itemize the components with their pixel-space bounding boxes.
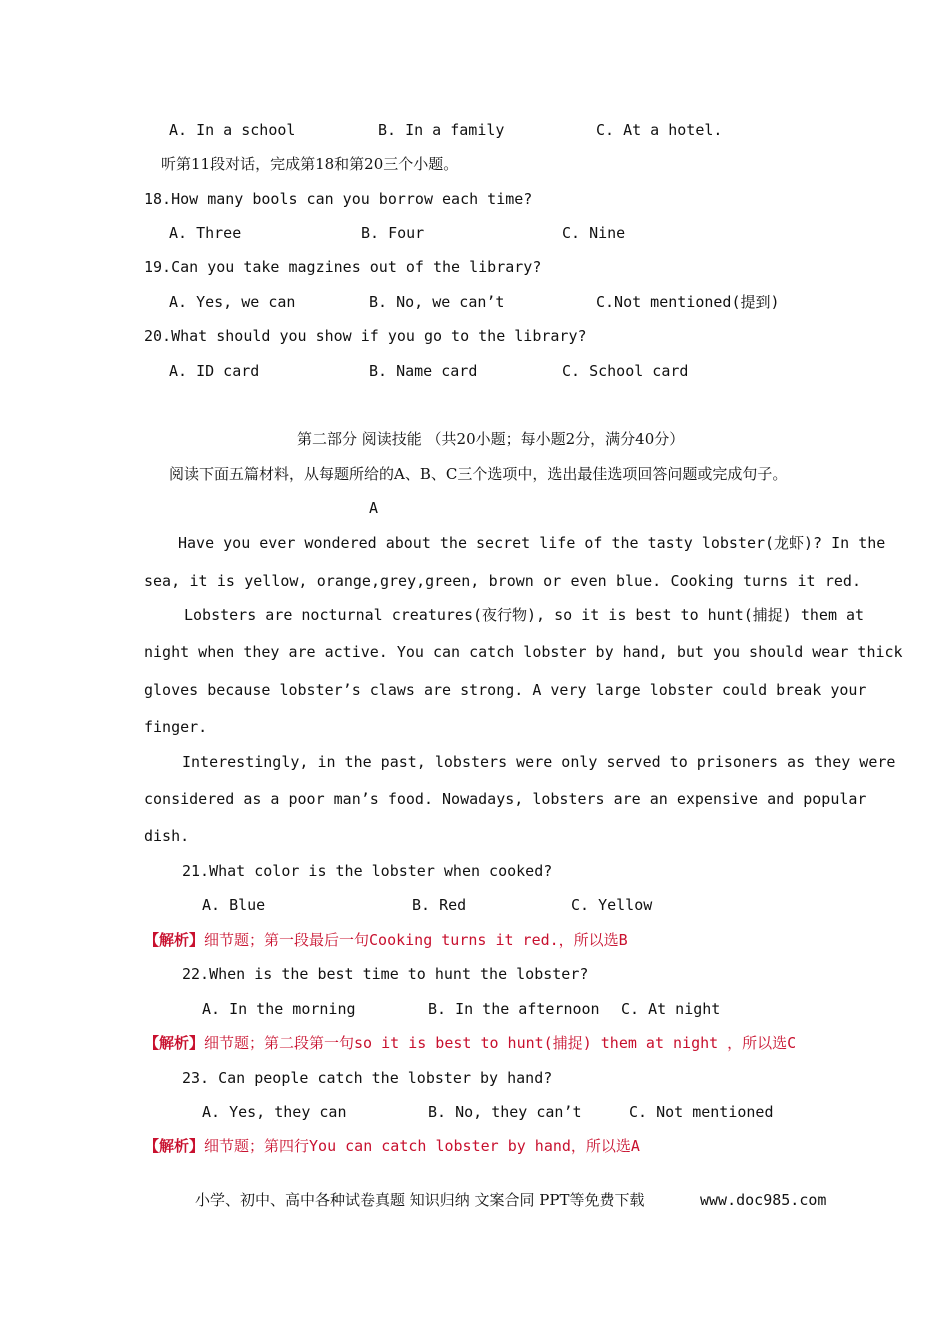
q22-stem: 22.When is the best time to hunt the lobster?	[182, 965, 589, 983]
passage-p3-line-2: considered as a poor man’s food. Nowadays, lobsters are an expensive and popular	[144, 790, 867, 808]
q23-analysis-tag: 【解析】	[144, 1137, 205, 1155]
footer-text: 小学、初中、高中各种试卷真题 知识归纳 文案合同 PPT等免费下载	[195, 1191, 645, 1209]
passage-p2-line-3: gloves because lobster’s claws are strong. A very large lobster could break your	[144, 681, 867, 699]
passage-label: A	[369, 499, 379, 517]
q21-option-c: C. Yellow	[571, 896, 653, 914]
part2-instruction: 阅读下面五篇材料，从每题所给的A、B、C三个选项中，选出最佳选项回答问题或完成句子。	[169, 465, 788, 483]
q17-option-c: C. At a hotel.	[596, 121, 723, 139]
q21-stem: 21.What color is the lobster when cooked?	[182, 862, 553, 880]
q22-analysis-tag: 【解析】	[144, 1034, 205, 1052]
section11-intro: 听第11段对话，完成第18和第20三个小题。	[161, 155, 459, 173]
passage-p3-line-3: dish.	[144, 827, 190, 845]
q23-analysis-text: 细节题；第四行You can catch lobster by hand，所以选A	[204, 1137, 640, 1155]
passage-p1-line-2: sea, it is yellow, orange,grey,green, brown or even blue. Cooking turns it red.	[144, 572, 861, 590]
q22-option-a: A. In the morning	[202, 1000, 356, 1018]
passage-p2-line-4: finger.	[144, 718, 208, 736]
q18-option-b: B. Four	[361, 224, 425, 242]
q21-analysis-tag: 【解析】	[144, 931, 205, 949]
q18-stem: 18.How many bools can you borrow each time?	[144, 190, 533, 208]
q17-option-a: A. In a school	[169, 121, 296, 139]
q22-option-b: B. In the afternoon	[428, 1000, 600, 1018]
q23-stem: 23. Can people catch the lobster by hand?	[182, 1069, 553, 1087]
passage-p1-line-1: Have you ever wondered about the secret life of the tasty lobster(龙虾)? In the	[178, 534, 886, 552]
q22-analysis	[144, 1033, 796, 1053]
q21-analysis-text: 细节题；第一段最后一句Cooking turns it red.，所以选B	[204, 931, 628, 949]
q21-analysis	[144, 930, 628, 950]
q22-option-c: C. At night	[621, 1000, 721, 1018]
footer-url[interactable]: www.doc985.com	[700, 1191, 827, 1209]
q21-option-b: B. Red	[412, 896, 467, 914]
part2-title: 第二部分 阅读技能 （共20小题；每小题2分，满分40分）	[297, 430, 685, 448]
q20-option-c: C. School card	[562, 362, 689, 380]
q20-option-a: A. ID card	[169, 362, 260, 380]
q19-option-a: A. Yes, we can	[169, 293, 296, 311]
q19-option-b: B. No, we can’t	[369, 293, 505, 311]
q18-option-c: C. Nine	[562, 224, 626, 242]
q23-option-c: C. Not mentioned	[629, 1103, 774, 1121]
q18-option-a: A. Three	[169, 224, 242, 242]
passage-p3-line-1: Interestingly, in the past, lobsters were only served to prisoners as they were	[182, 753, 896, 771]
q19-stem: 19.Can you take magzines out of the library?	[144, 258, 542, 276]
q19-option-c: C.Not mentioned(提到)	[596, 293, 780, 311]
q20-option-b: B. Name card	[369, 362, 478, 380]
passage-p2-line-2: night when they are active. You can catch lobster by hand, but you should wear thick	[144, 643, 903, 661]
q23-option-b: B. No, they can’t	[428, 1103, 582, 1121]
q23-analysis	[144, 1136, 640, 1156]
q20-stem: 20.What should you show if you go to the library?	[144, 327, 587, 345]
passage-p2-line-1: Lobsters are nocturnal creatures(夜行物), so it is best to hunt(捕捉) them at	[184, 606, 865, 624]
q21-option-a: A. Blue	[202, 896, 266, 914]
q23-option-a: A. Yes, they can	[202, 1103, 347, 1121]
q17-option-b: B. In a family	[378, 121, 505, 139]
q22-analysis-text: 细节题；第二段第一句so it is best to hunt(捕捉) them at night ，所以选C	[204, 1034, 797, 1052]
